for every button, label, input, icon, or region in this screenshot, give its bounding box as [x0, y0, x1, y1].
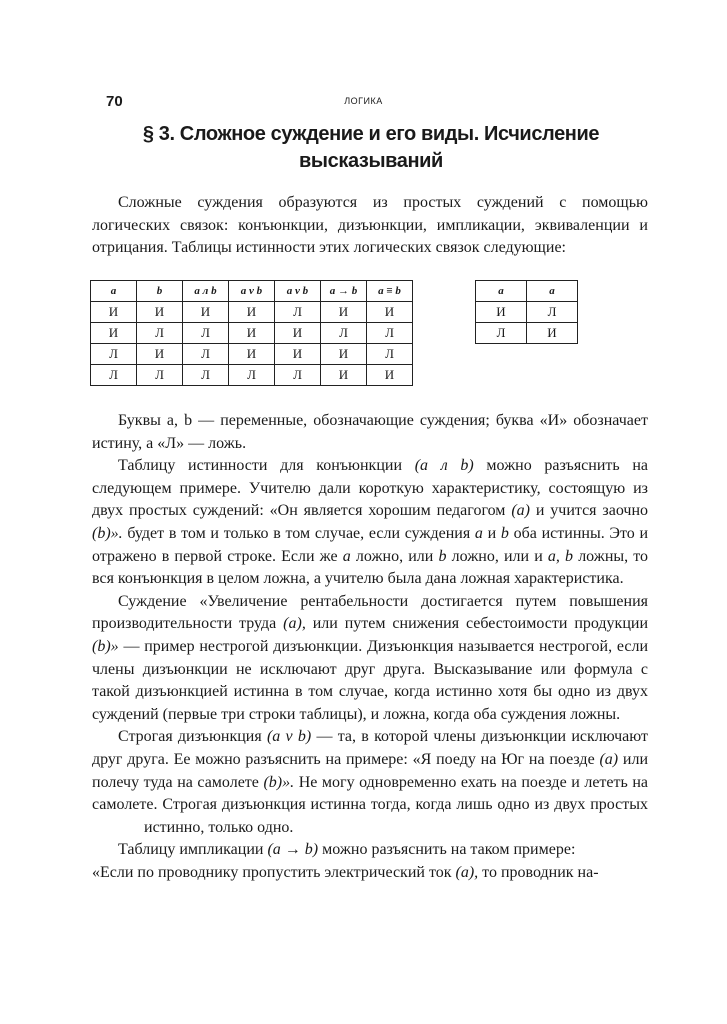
- col-header: a: [91, 281, 137, 302]
- table-cell: И: [229, 323, 275, 344]
- table-cell: Л: [275, 302, 321, 323]
- col-header: a → b: [321, 281, 367, 302]
- col-header: b: [137, 281, 183, 302]
- table-cell: Л: [275, 365, 321, 386]
- section-title-line-1: § 3. Сложное суждение и его виды. Исчисление: [142, 123, 600, 145]
- table-cell: И: [229, 344, 275, 365]
- paragraph-implication: Таблицу импликации (a → b) можно разъяснить на таком примере:: [118, 841, 576, 859]
- table-cell: Л: [91, 344, 137, 365]
- table-row: [91, 365, 413, 386]
- table-cell: И: [91, 302, 137, 323]
- table-cell: И: [527, 323, 578, 344]
- table-row: [476, 302, 578, 323]
- running-head: ЛОГИКА: [344, 96, 383, 106]
- table-cell: И: [91, 323, 137, 344]
- body-text: [92, 410, 648, 884]
- col-header: a л b: [183, 281, 229, 302]
- table-cell: И: [367, 365, 413, 386]
- table-cell: Л: [91, 365, 137, 386]
- table-cell: И: [367, 302, 413, 323]
- table-cell: Л: [476, 323, 527, 344]
- table-cell: Л: [527, 302, 578, 323]
- table-row: [91, 323, 413, 344]
- paragraph-variables: Буквы a, b — переменные, обозначающие суждения; буква «И» обозначает истину, а «Л» — ложь.: [92, 412, 648, 452]
- table-cell: Л: [137, 323, 183, 344]
- paragraph-nonstrict-disjunction: Суждение «Увеличение рентабельности достигается путем повышения производительности труда (a), или путем снижения себестоимости продукции (b)» — пример нестрогой дизъюнкции. Дизъюнкция называется нестрогой, если члены дизъюнкции не исключают друг друга. Высказывание или формула с такой дизъюнкцией истинна в том случае, когда истинно хотя бы одно из двух суждений (первые три строки таблицы), и ложна, когда оба суждения ложны.: [92, 592, 649, 723]
- table-cell: Л: [367, 323, 413, 344]
- negation-table: [475, 280, 578, 344]
- table-cell: Л: [137, 365, 183, 386]
- table-cell: Л: [183, 323, 229, 344]
- negation-table-header-row: [476, 281, 578, 302]
- col-header: a v b: [275, 281, 321, 302]
- table-row: [91, 302, 413, 323]
- intro-paragraph: Сложные суждения образуются из простых суждений с помощью логических связок: конъюнкции, дизъюнкции, импликации, эквиваленции и отрицания. Таблицы истинности этих логических связок следующие:: [92, 194, 648, 257]
- paragraph-strict-disjunction: Строгая дизъюнкция (a v b) — та, в которой члены дизъюнкции исключают друг друга. Ее можно разъяснить на примере: «Я поеду на Юг на поезде (a) или полечу туда на самолете (b)». Не могу одновременно ехать на поезде и лететь на самолете. Строгая дизъюнкция истинна тогда, когда лишь одно из двух простыхистинно, только одно.: [92, 728, 649, 836]
- paragraph-example: «Если по проводнику пропустить электрический ток (a), то проводник на-: [92, 863, 599, 881]
- col-header: a ≡ b: [367, 281, 413, 302]
- truth-table-header-row: [91, 281, 413, 302]
- table-cell: И: [321, 344, 367, 365]
- col-header: a v b: [229, 281, 275, 302]
- section-title: [96, 121, 646, 175]
- table-cell: И: [321, 302, 367, 323]
- intro-block: [92, 192, 648, 260]
- table-cell: Л: [183, 344, 229, 365]
- table-cell: И: [229, 302, 275, 323]
- table-cell: И: [275, 344, 321, 365]
- table-cell: И: [476, 302, 527, 323]
- paragraph-conjunction: Таблицу истинности для конъюнкции (a л b) можно разъяснить на следующем примере. Учителю дали короткую характеристику, состоящую из двух простых суждений: «Он является хорошим педагогом (a) и учится заочно (b)». будет в том и только в том случае, если суждения a и b оба истинны. Это и отражено в первой строке. Если же a ложно, или b ложно, или и a, b ложны, то вся конъюнкция в целом ложна, а учителю была дана ложная характеристика.: [92, 457, 649, 588]
- table-cell: И: [137, 344, 183, 365]
- truth-table: [90, 280, 413, 386]
- table-row: [91, 344, 413, 365]
- section-title-line-2: высказываний: [299, 150, 443, 172]
- table-cell: Л: [367, 344, 413, 365]
- table-row: [476, 323, 578, 344]
- col-header: a: [527, 281, 578, 302]
- table-cell: И: [275, 323, 321, 344]
- table-cell: Л: [229, 365, 275, 386]
- table-cell: И: [321, 365, 367, 386]
- page-number: 70: [106, 93, 123, 110]
- table-cell: И: [183, 302, 229, 323]
- table-cell: Л: [321, 323, 367, 344]
- table-cell: И: [137, 302, 183, 323]
- table-cell: Л: [183, 365, 229, 386]
- col-header: a: [476, 281, 527, 302]
